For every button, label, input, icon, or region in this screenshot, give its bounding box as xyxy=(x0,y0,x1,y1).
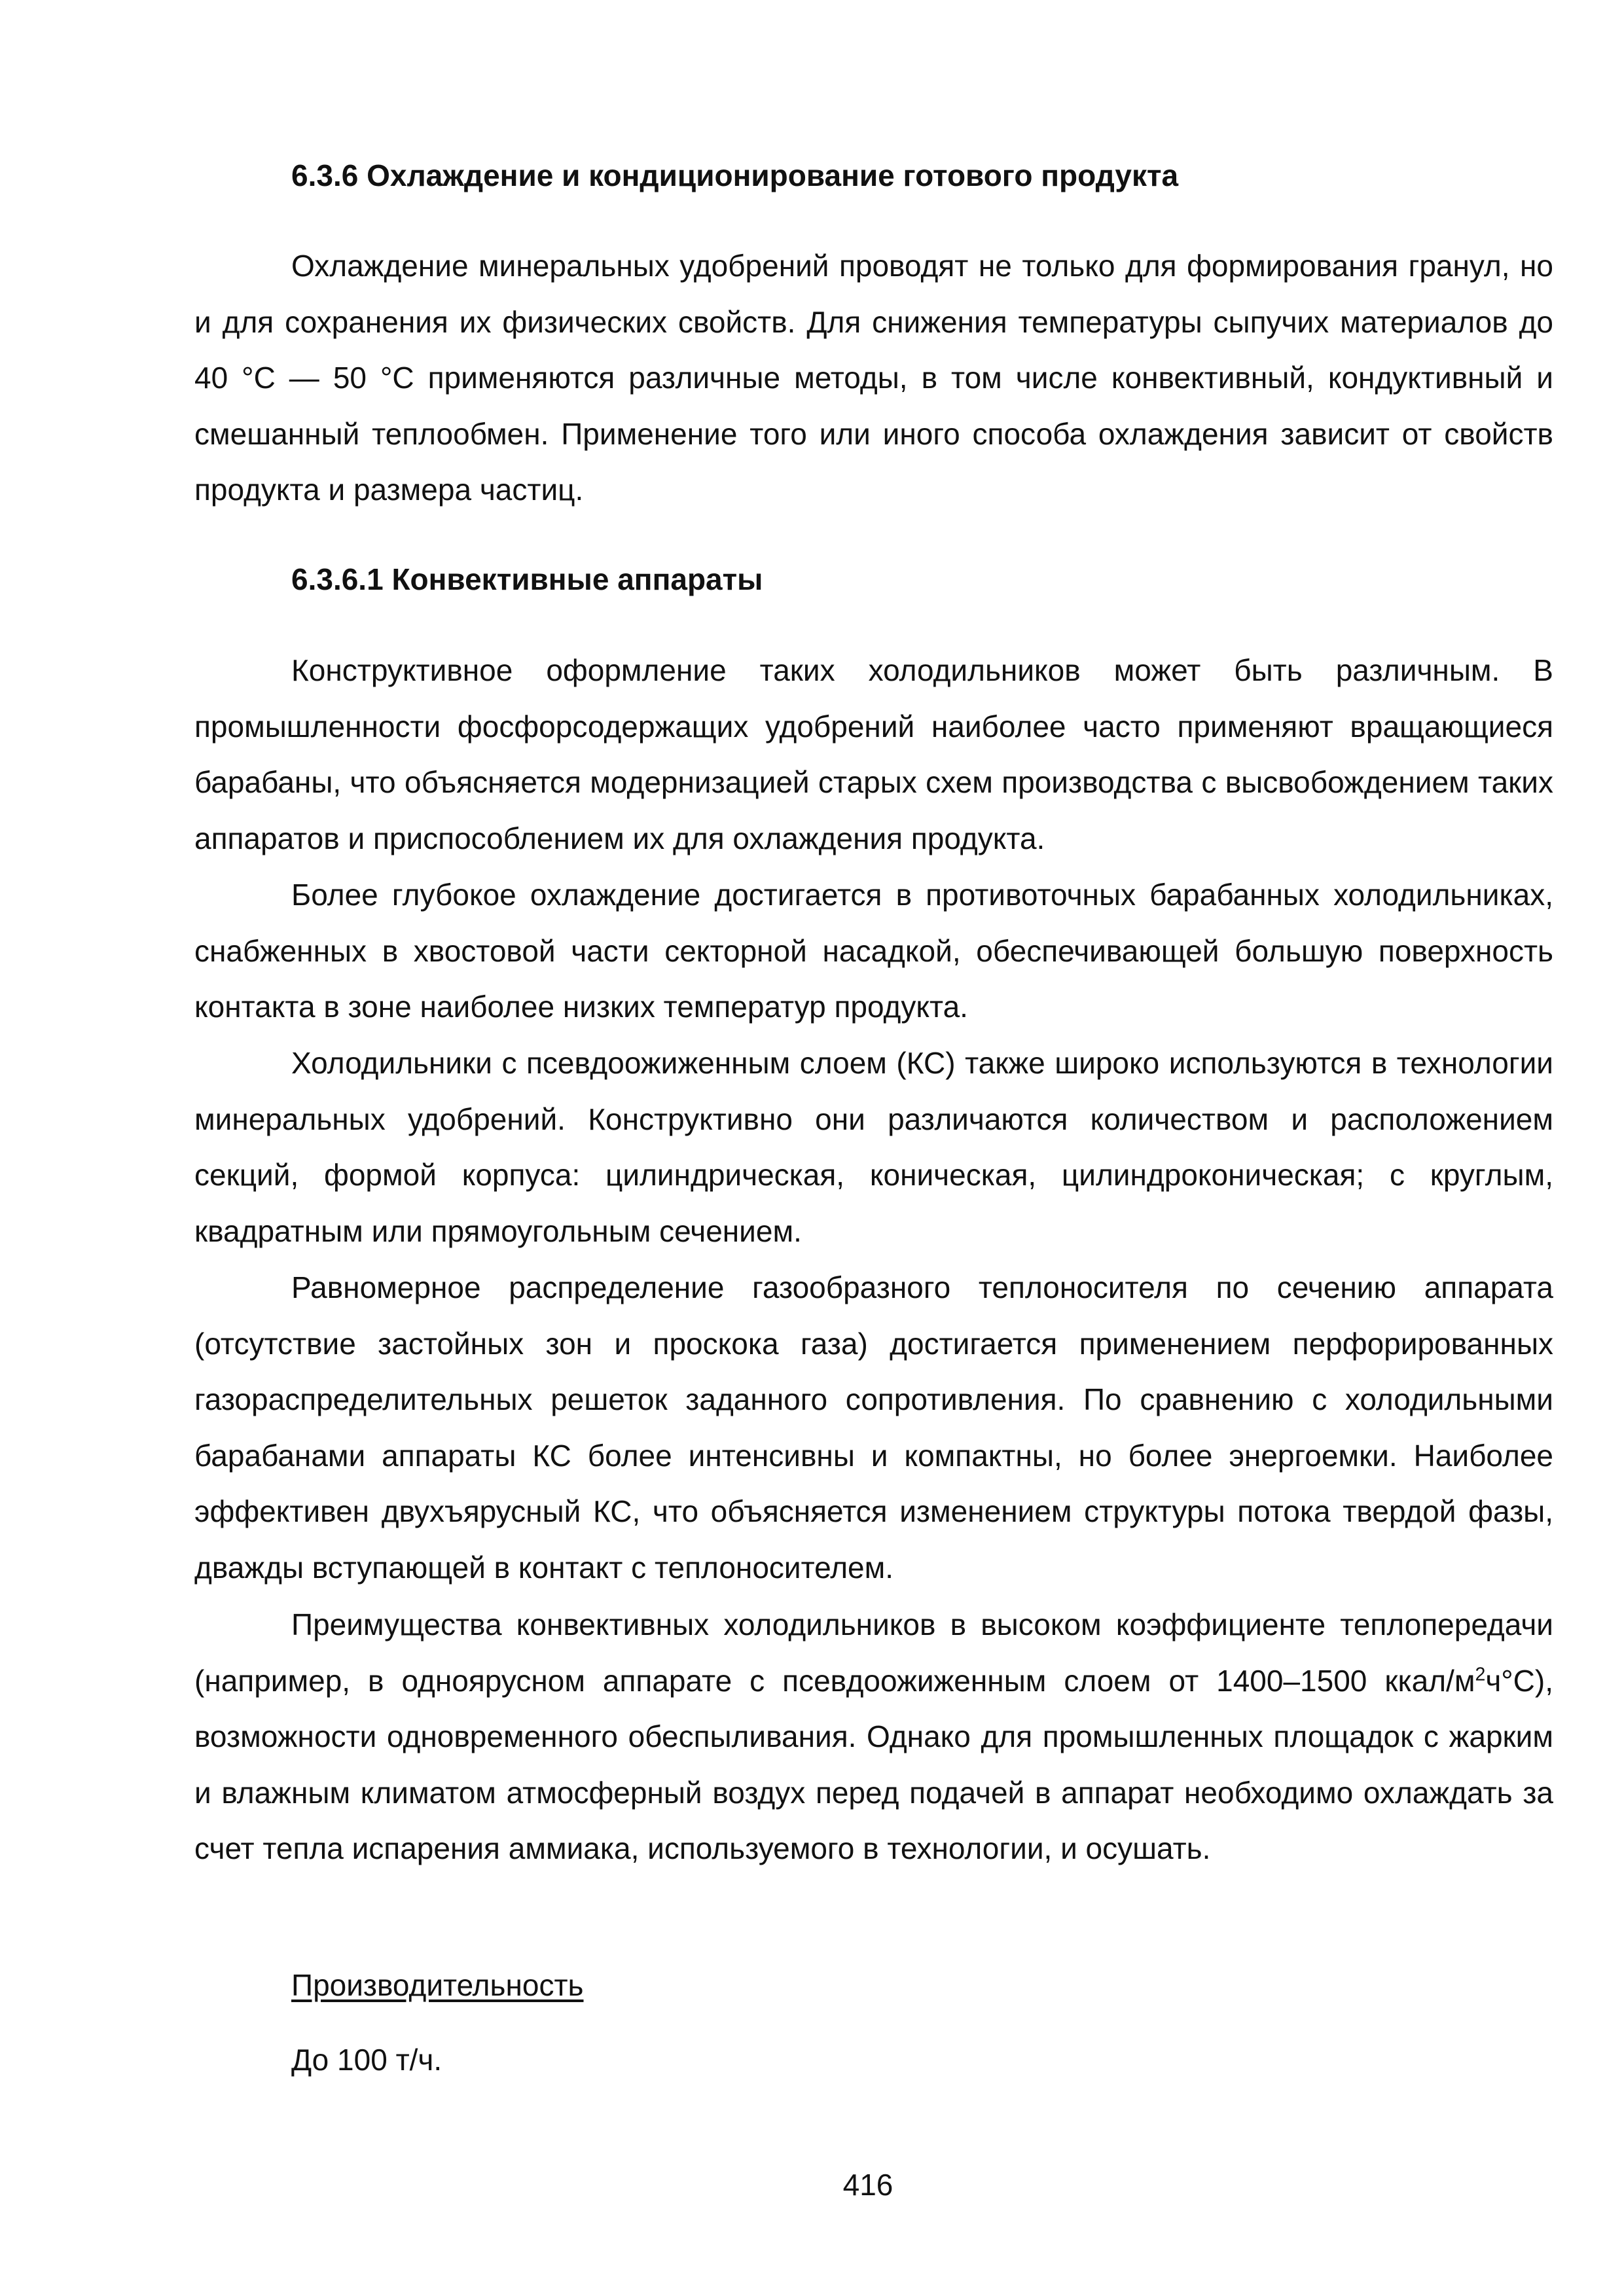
advantages-text-start: Преимущества конвективных холодильников в высоком коэффициенте теплопередачи (например, в одноярусном аппарате с псевдоожиженным слоем от 1400–1500 ккал/м xyxy=(194,1607,1553,1698)
page-number: 416 xyxy=(842,2168,893,2202)
intro-paragraph: Охлаждение минеральных удобрений проводят не только для формирования гранул, но и для сохранения их физических свойств. Для снижения температуры сыпучих материалов до 40 °С — 50 °С применяются различные методы, в том числе конвективный, кондуктивный и смешанный теплообмен. Применение того или иного способа охлаждения зависит от свойств продукта и размера частиц. xyxy=(194,249,1553,507)
productivity-label: Производительность xyxy=(291,1968,584,2002)
productivity-value: До 100 т/ч. xyxy=(291,2043,442,2077)
advantages-text-end: ч°С), возможности одновременного обеспыливания. Однако для промышленных площадок с жарким и влажным климатом атмосферный воздух перед подачей в аппарат необходимо охлаждать за счет тепла испарения аммиака, используемого в технологии, и осушать. xyxy=(194,1663,1553,1865)
paragraph-fluidized-bed: Холодильники с псевдоожиженным слоем (КС) также широко используются в технологии минеральных удобрений. Конструктивно они различаются количеством и расположением секций, формой корпуса: цилиндрическая, коническая, цилиндроконическая; с круглым, квадратным или прямоугольным сечением. xyxy=(194,1046,1553,1248)
paragraph-counterflow-coolers: Более глубокое охлаждение достигается в противоточных барабанных холодильниках, снабженных в хвостовой части секторной насадкой, обеспечивающей большую поверхность контакта в зоне наиболее низких температур продукта. xyxy=(194,878,1553,1024)
subsection-heading: 6.3.6.1 Конвективные аппараты xyxy=(291,562,763,596)
paragraph-rotary-drums: Конструктивное оформление таких холодильников может быть различным. В промышленности фосфорсодержащих удобрений наиболее часто применяют вращающиеся барабаны, что объясняется модернизацией старых схем производства с высвобождением таких аппаратов и приспособлением их для охлаждения продукта. xyxy=(194,653,1553,855)
section-heading: 6.3.6 Охлаждение и кондиционирование готового продукта xyxy=(291,158,1179,192)
paragraph-advantages xyxy=(194,1597,1553,1877)
paragraph-gas-distribution: Равномерное распределение газообразного теплоносителя по сечению аппарата (отсутствие застойных зон и проскока газа) достигается применением перфорированных газораспределительных решеток заданного сопротивления. По сравнению с холодильными барабанами аппараты КС более интенсивны и компактны, но более энергоемки. Наиболее эффективен двухъярусный КС, что объясняется изменением структуры потока твердой фазы, дважды вступающей в контакт с теплоносителем. xyxy=(194,1270,1553,1585)
superscript-two: 2 xyxy=(1475,1664,1486,1685)
